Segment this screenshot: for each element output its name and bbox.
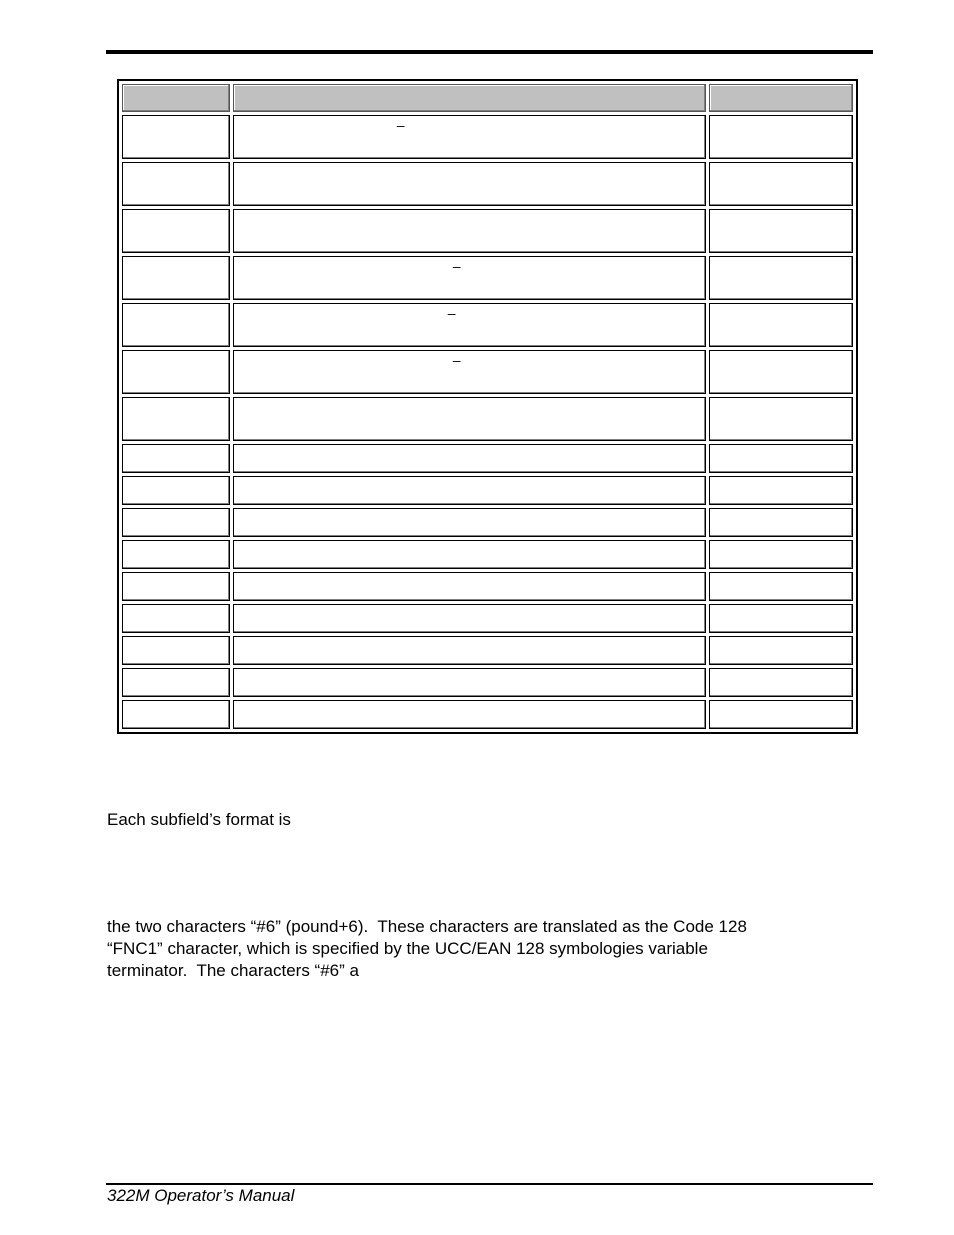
table-cell (122, 115, 230, 159)
table-cell (122, 397, 230, 441)
table-cell (233, 397, 706, 441)
dash-mark: – (396, 117, 405, 133)
table-body (122, 115, 853, 729)
table-header-cell (709, 84, 853, 112)
body-paragraph-2-line-2: “FNC1” character, which is specified by the UCC/EAN 128 symbologies variable (107, 939, 708, 958)
table-row (122, 700, 853, 729)
table-row (122, 209, 853, 253)
table-cell (233, 604, 706, 633)
table-cell (122, 572, 230, 601)
table-cell (122, 540, 230, 569)
table-header-row (122, 84, 853, 112)
table-cell (122, 508, 230, 537)
table-row (122, 256, 853, 300)
table-cell (709, 209, 853, 253)
table-cell (233, 508, 706, 537)
table-row (122, 444, 853, 473)
table-cell (233, 115, 706, 159)
table-cell (122, 476, 230, 505)
table-row (122, 540, 853, 569)
table-cell (233, 444, 706, 473)
table-cell (233, 303, 706, 347)
table-row (122, 397, 853, 441)
dash-mark: – (447, 305, 456, 321)
table-cell (233, 636, 706, 665)
table-cell (233, 572, 706, 601)
table-row (122, 162, 853, 206)
table-cell (122, 668, 230, 697)
footer-manual-title: 322M Operator’s Manual (107, 1186, 295, 1205)
table-header-cell (122, 84, 230, 112)
table-cell (709, 700, 853, 729)
table-cell (709, 508, 853, 537)
table-row (122, 636, 853, 665)
table-row (122, 303, 853, 347)
table-cell (233, 209, 706, 253)
footer-rule (106, 1183, 873, 1185)
table-cell (709, 115, 853, 159)
table-cell (709, 303, 853, 347)
table-cell (709, 604, 853, 633)
table-cell (122, 444, 230, 473)
code-table (117, 79, 858, 734)
table-row (122, 508, 853, 537)
dash-mark: – (452, 258, 461, 274)
table-row (122, 350, 853, 394)
table-cell (709, 350, 853, 394)
table-cell (233, 668, 706, 697)
table-row (122, 572, 853, 601)
table-cell (233, 476, 706, 505)
table-cell (122, 209, 230, 253)
table-cell (233, 350, 706, 394)
body-paragraph-2-line-1: the two characters “#6” (pound+6). These characters are translated as the Code 128 (107, 917, 747, 936)
table-cell (122, 636, 230, 665)
table-cell (233, 162, 706, 206)
table-cell (122, 303, 230, 347)
table-cell (122, 350, 230, 394)
table-row (122, 115, 853, 159)
table-cell (233, 256, 706, 300)
table-cell (709, 444, 853, 473)
table-cell (122, 604, 230, 633)
table-cell (709, 636, 853, 665)
header-rule (106, 50, 873, 54)
code-table-container (117, 79, 858, 734)
table-cell (122, 700, 230, 729)
table-cell (233, 700, 706, 729)
table-cell (233, 540, 706, 569)
table-cell (709, 397, 853, 441)
table-cell (122, 256, 230, 300)
table-cell (709, 256, 853, 300)
table-cell (709, 540, 853, 569)
body-paragraph-1: Each subfield’s format is (107, 810, 291, 829)
table-row (122, 476, 853, 505)
table-cell (122, 162, 230, 206)
table-cell (709, 668, 853, 697)
table-row (122, 604, 853, 633)
table-cell (709, 162, 853, 206)
table-header-cell (233, 84, 706, 112)
dash-mark: – (452, 352, 461, 368)
table-cell (709, 476, 853, 505)
table-row (122, 668, 853, 697)
table-cell (709, 572, 853, 601)
body-paragraph-2-line-3: terminator. The characters “#6” a (107, 961, 359, 980)
